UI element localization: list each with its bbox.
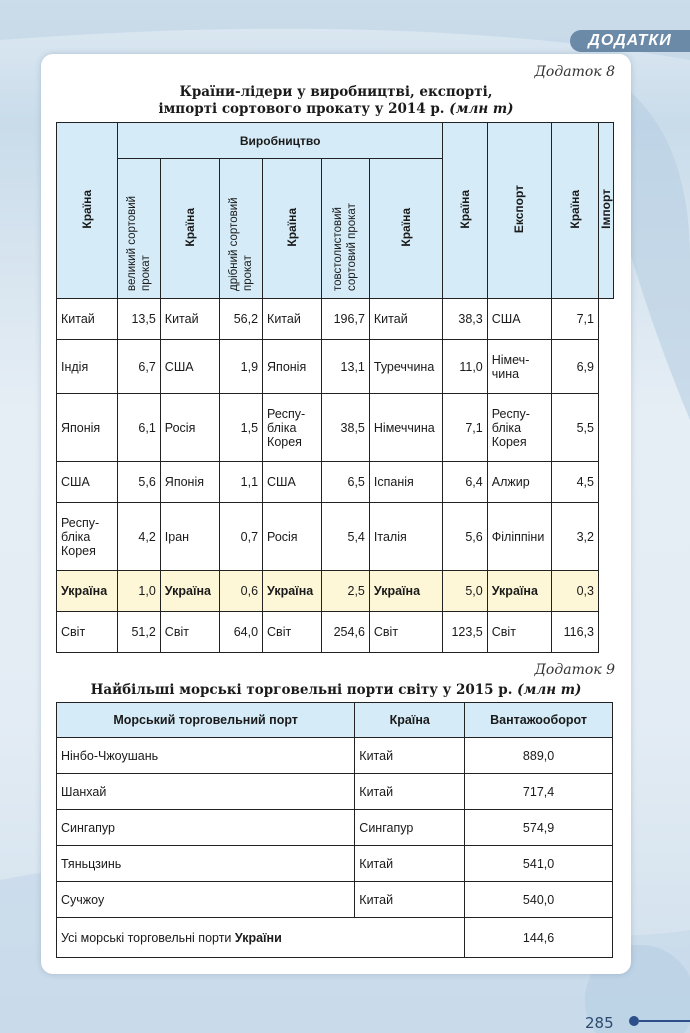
country-cell: Китай [57,299,118,340]
value-cell: 540,0 [465,882,613,918]
value-cell: 5,0 [442,571,487,612]
port-cell: Сучжоу [57,882,355,918]
table-row [57,340,614,394]
header-country-small: Країна [263,159,322,299]
table-row [57,738,613,774]
value-cell: 6,9 [552,340,599,394]
country-cell: Україна [487,571,551,612]
world-row [57,612,614,653]
table-row [57,503,614,571]
table-row [57,299,614,340]
header-port-country: Країна [355,703,465,738]
value-cell: 123,5 [442,612,487,653]
value-cell: 5,6 [442,503,487,571]
country-cell: Світ [263,612,322,653]
value-cell: 0,3 [552,571,599,612]
value-cell: 7,1 [552,299,599,340]
header-country-export: Країна [442,123,487,299]
appendix-8-title-unit: (млн т) [449,101,514,117]
country-cell: Індія [57,340,118,394]
appendix-9-label: Додаток 9 [534,662,615,678]
value-cell: 1,9 [219,340,262,394]
country-cell: Іспанія [369,462,442,503]
header-import: Імпорт [599,123,614,299]
value-cell: 3,2 [552,503,599,571]
country-cell: Україна [369,571,442,612]
country-cell: Україна [160,571,219,612]
country-cell: Україна [263,571,322,612]
value-cell: 6,7 [118,340,160,394]
country-cell: США [57,462,118,503]
value-cell: 5,5 [552,394,599,462]
port-cell: Шанхай [57,774,355,810]
total-value: 144,6 [465,918,613,958]
value-cell: 4,2 [118,503,160,571]
header-country: Країна [57,123,118,299]
value-cell: 116,3 [552,612,599,653]
value-cell: 6,4 [442,462,487,503]
country-cell: Німеч-чина [487,340,551,394]
page-marker-line [639,1020,690,1022]
country-cell: Італія [369,503,442,571]
table-row [57,394,614,462]
value-cell: 1,0 [118,571,160,612]
country-cell: Іран [160,503,219,571]
country-cell: США [263,462,322,503]
country-cell: Японія [160,462,219,503]
section-tab: ДОДАТКИ [570,30,690,52]
table-row [57,810,613,846]
country-cell: Китай [160,299,219,340]
country-cell: Японія [263,340,322,394]
value-cell: 4,5 [552,462,599,503]
appendix-9-title-text: Найбільші морські торговельні порти світу у 2015 р. [90,682,513,698]
value-cell: 38,3 [442,299,487,340]
country-cell: Китай [355,774,465,810]
header-export: Експорт [487,123,551,299]
country-cell: Сингапур [355,810,465,846]
page-number: 285 [585,1014,614,1032]
country-cell: Китай [369,299,442,340]
value-cell: 11,0 [442,340,487,394]
value-cell: 13,1 [321,340,369,394]
country-cell: Світ [369,612,442,653]
header-country-thick: Країна [369,159,442,299]
steel-table-body [57,299,614,653]
country-cell: Китай [355,738,465,774]
value-cell: 6,5 [321,462,369,503]
value-cell: 64,0 [219,612,262,653]
table-row [57,774,613,810]
country-cell: Респу-бліка Корея [263,394,322,462]
country-cell: Японія [57,394,118,462]
country-cell: Респу-бліка Корея [487,394,551,462]
country-cell: Україна [57,571,118,612]
value-cell: 5,4 [321,503,369,571]
header-thick: товстолистовий сортовий прокат [321,159,369,299]
value-cell: 38,5 [321,394,369,462]
value-cell: 541,0 [465,846,613,882]
value-cell: 717,4 [465,774,613,810]
country-cell: Німеччина [369,394,442,462]
value-cell: 2,5 [321,571,369,612]
country-cell: Світ [57,612,118,653]
header-port: Морський торговельний порт [57,703,355,738]
country-cell: Філіппіни [487,503,551,571]
appendix-9-title-unit: (млн т) [517,682,582,698]
country-cell: Китай [355,846,465,882]
value-cell: 0,7 [219,503,262,571]
table-row [57,882,613,918]
country-cell: США [487,299,551,340]
port-cell: Сингапур [57,810,355,846]
country-cell: США [160,340,219,394]
header-country-large: Країна [160,159,219,299]
appendix-9-title [41,682,631,699]
total-label [57,918,465,958]
country-cell: Респу-бліка Корея [57,503,118,571]
header-large: великий сортовий прокат [118,159,160,299]
country-cell: Китай [355,882,465,918]
appendix-8-label: Додаток 8 [534,64,615,80]
header-production: Виробництво [118,123,443,159]
value-cell: 56,2 [219,299,262,340]
country-cell: Росія [263,503,322,571]
value-cell: 889,0 [465,738,613,774]
ukraine-row [57,571,614,612]
value-cell: 254,6 [321,612,369,653]
value-cell: 1,1 [219,462,262,503]
country-cell: Туреччина [369,340,442,394]
value-cell: 13,5 [118,299,160,340]
country-cell: Алжир [487,462,551,503]
value-cell: 0,6 [219,571,262,612]
value-cell: 6,1 [118,394,160,462]
total-bold: України [234,930,282,945]
value-cell: 574,9 [465,810,613,846]
ports-table-body [57,738,613,918]
header-turnover: Вантажооборот [465,703,613,738]
port-cell: Тяньцзинь [57,846,355,882]
country-cell: Китай [263,299,322,340]
total-prefix: Усі морські торговельні порти [61,930,235,945]
value-cell: 7,1 [442,394,487,462]
value-cell: 5,6 [118,462,160,503]
table-row [57,846,613,882]
steel-table [56,122,614,653]
country-cell: Світ [487,612,551,653]
appendix-8-title-line2: імпорті сортового прокату у 2014 р. [158,101,445,117]
header-small: дрібний сортовий прокат [219,159,262,299]
country-cell: Світ [160,612,219,653]
port-cell: Нінбо-Чжоушань [57,738,355,774]
value-cell: 1,5 [219,394,262,462]
value-cell: 51,2 [118,612,160,653]
appendix-8-title [41,84,631,118]
table-row [57,462,614,503]
value-cell: 196,7 [321,299,369,340]
header-country-import: Країна [552,123,599,299]
ports-table [56,702,613,958]
appendix-8-title-line1: Країни-лідери у виробництві, експорті, [179,84,493,100]
country-cell: Росія [160,394,219,462]
page-marker-dot [629,1016,639,1026]
